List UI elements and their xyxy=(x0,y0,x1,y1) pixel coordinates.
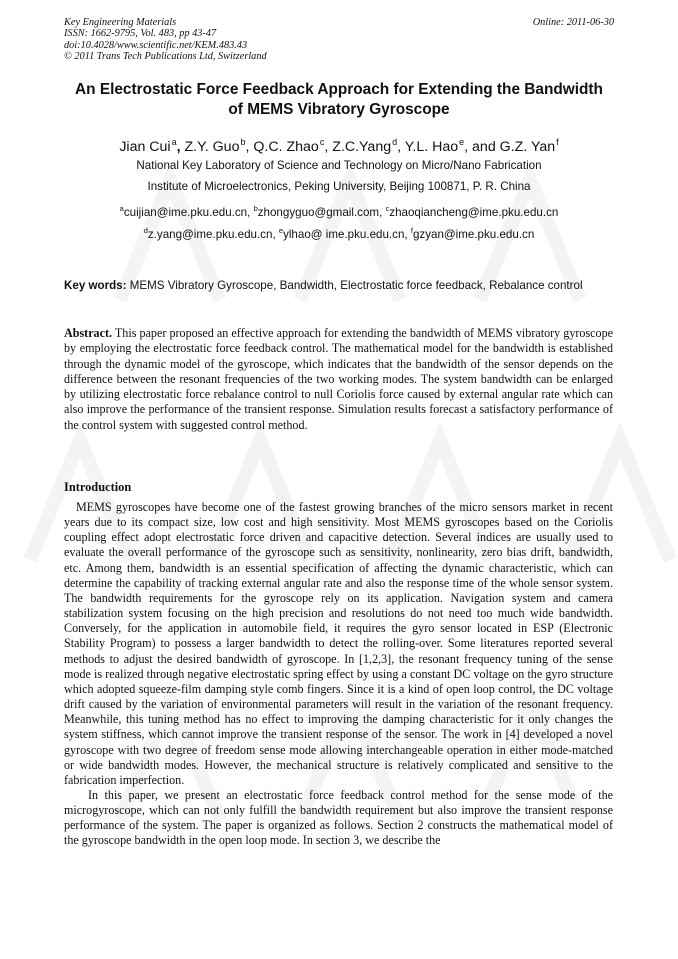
journal-name: Key Engineering Materials xyxy=(64,17,177,28)
author-name: Z.C.Yang xyxy=(332,139,392,155)
abstract-label: Abstract. xyxy=(64,326,113,340)
title-line-1: An Electrostatic Force Feedback Approach for Extending the Bandwidth xyxy=(75,81,603,98)
introduction-paragraph-1: MEMS gyroscopes have become one of the fastest growing branches of the micro sensors market in recent years due to its compact size, low cost and high sensitivity. Most MEMS gyroscopes based on the Coriolis coupling effect adopt electrostatic force driven and capacitive detection. Several indices are usually used to evaluate the overall performance of the gyroscope such as sensitivity, nonlinearity, zero bias drift, bandwidth, etc. Among them, bandwidth is an essential specification of affecting the dynamic characteristic, which can determine the capability of tracking external angular rate and also the response time of the whole sensor system. The bandwidth requirements for the gyroscope rely on its application. Navigation system and camera stabilization system focusing on the high precision and resolutions do not need too much wide bandwidth. Conversely, for the application in automobile field, it requires the gyro sensor located in ESP (Electronic Stability Program) to possess a larger bandwidth to detect the rolling-over. Some literatures reported several methods to adjust the desired bandwidth of gyroscope. In [1,2,3], the resonant frequency tuning of the sense mode is realized through negative electrostatic spring effect by using a constant DC voltage on the gyro structure which adopted squeeze-film damping style comb fingers. Since it is a kind of open loop control, the DC voltage drift caused by the variation of environmental parameters will result in the variation of the resonant frequency. Meanwhile, this tuning method has no effect to improving the damping characteristic for it only changes the system stiffness, which cannot improve the transient response of the sensor. The work in [4] developed a novel gyroscope with two degree of freedom sense mode allowing interchangeable operation in either mode-matched or wide bandwidth modes. However, the mechanical structure is relatively complicated and sensitive to the fabrication imperfection. xyxy=(64,500,613,787)
introduction-paragraph-2: In this paper, we present an electrostatic force feedback control method for the sense mode of the microgyroscope, which can not only fulfill the bandwidth requirement but also improve the transient response performance of the system. The paper is organized as follows. Section 2 constructs the mathematical model of the gyroscope bandwidth in the open loop mode. In section 3, we describe the xyxy=(64,787,613,848)
affiliation-lab: National Key Laboratory of Science and Technology on Micro/Nano Fabrication xyxy=(136,159,542,172)
email-mark: a xyxy=(119,204,124,213)
abstract-text: This paper proposed an effective approach for extending the bandwidth of MEMS vibratory gyroscope by employing the electrostatic force feedback control. The mathematical model for the bandwidth is established through the dynamic model of the gyroscope, which indicates that the bandwidth of the sensor depends on the difference between the resonant frequencies of the two working modes. The system bandwidth can be enlarged by utilizing electrostatic force rebalance control to null Coriolis force caused by external angular rate which can also improve the performance of the transient response. Simulation results forecast a satisfactory performance of the control system with suggested control method. xyxy=(64,326,614,432)
email-mark: b xyxy=(253,204,258,213)
email-line-2: $^d$z.yang@ime.pku.edu.cn, $^e$ylhao@ ime.pku.edu.cn, $^f$gzyan@ime.pku.edu.cn xyxy=(143,226,535,241)
email-link[interactable]: z.yang@ime.pku.edu.cn xyxy=(147,228,273,241)
author-mark: a xyxy=(171,137,177,147)
author-mark: b xyxy=(240,137,246,147)
introduction-body xyxy=(64,500,613,849)
author-name: Jian Cui xyxy=(119,139,171,155)
author-name: G.Z. Yan xyxy=(499,139,556,155)
issn-line: ISSN: 1662-9795, Vol. 483, pp 43-47 xyxy=(64,28,217,40)
paper-title xyxy=(60,80,618,120)
online-date: Online: 2011-06-30 xyxy=(532,17,614,28)
author-mark: f xyxy=(556,137,559,147)
email-mark: d xyxy=(143,226,148,235)
abstract-block xyxy=(64,326,613,433)
email-link[interactable]: cuijian@ime.pku.edu.cn xyxy=(123,206,248,219)
affiliation-institute: Institute of Microelectronics, Peking University, Beijing 100871, P. R. China xyxy=(147,180,531,193)
copyright-line: © 2011 Trans Tech Publications Ltd, Switzerland xyxy=(64,51,267,63)
journal-header xyxy=(64,17,267,63)
doi-line: doi:10.4028/www.scientific.net/KEM.483.43 xyxy=(64,39,248,51)
author-name: Y.L. Hao xyxy=(404,139,459,155)
author-mark: c xyxy=(319,137,325,147)
keywords-text: MEMS Vibratory Gyroscope, Bandwidth, Electrostatic force feedback, Rebalance control xyxy=(129,279,583,292)
author-list: Jian Cui$^a$, Z.Y. Guo$^b$, Q.C. Zhao$^c$, Z.C.Yang$^d$, Y.L. Hao$^e$, and G.Z. Yan$^f$ xyxy=(119,137,559,155)
author-mark: e xyxy=(459,137,465,147)
title-line-2: of MEMS Vibratory Gyroscope xyxy=(228,101,450,118)
email-line-1: $^a$cuijian@ime.pku.edu.cn, $^b$zhongyguo@gmail.com, $^c$zhaoqiancheng@ime.pku.edu.cn xyxy=(119,204,559,219)
author-mark: d xyxy=(392,137,398,147)
email-mark: e xyxy=(278,226,284,235)
author-conjunction: and xyxy=(472,139,496,155)
keywords-label: Key words: xyxy=(64,279,127,292)
email-mark: c xyxy=(385,204,390,213)
section-heading-introduction: Introduction xyxy=(64,480,132,494)
email-link[interactable]: ylhao@ ime.pku.edu.cn xyxy=(283,228,405,241)
email-link[interactable]: zhongyguo@gmail.com xyxy=(257,206,380,219)
author-name: Q.C. Zhao xyxy=(253,139,319,155)
email-mark: f xyxy=(410,226,413,235)
email-link[interactable]: gzyan@ime.pku.edu.cn xyxy=(412,228,535,241)
email-link[interactable]: zhaoqiancheng@ime.pku.edu.cn xyxy=(389,206,559,219)
keywords-block xyxy=(64,279,613,294)
author-name: Z.Y. Guo xyxy=(184,139,240,155)
